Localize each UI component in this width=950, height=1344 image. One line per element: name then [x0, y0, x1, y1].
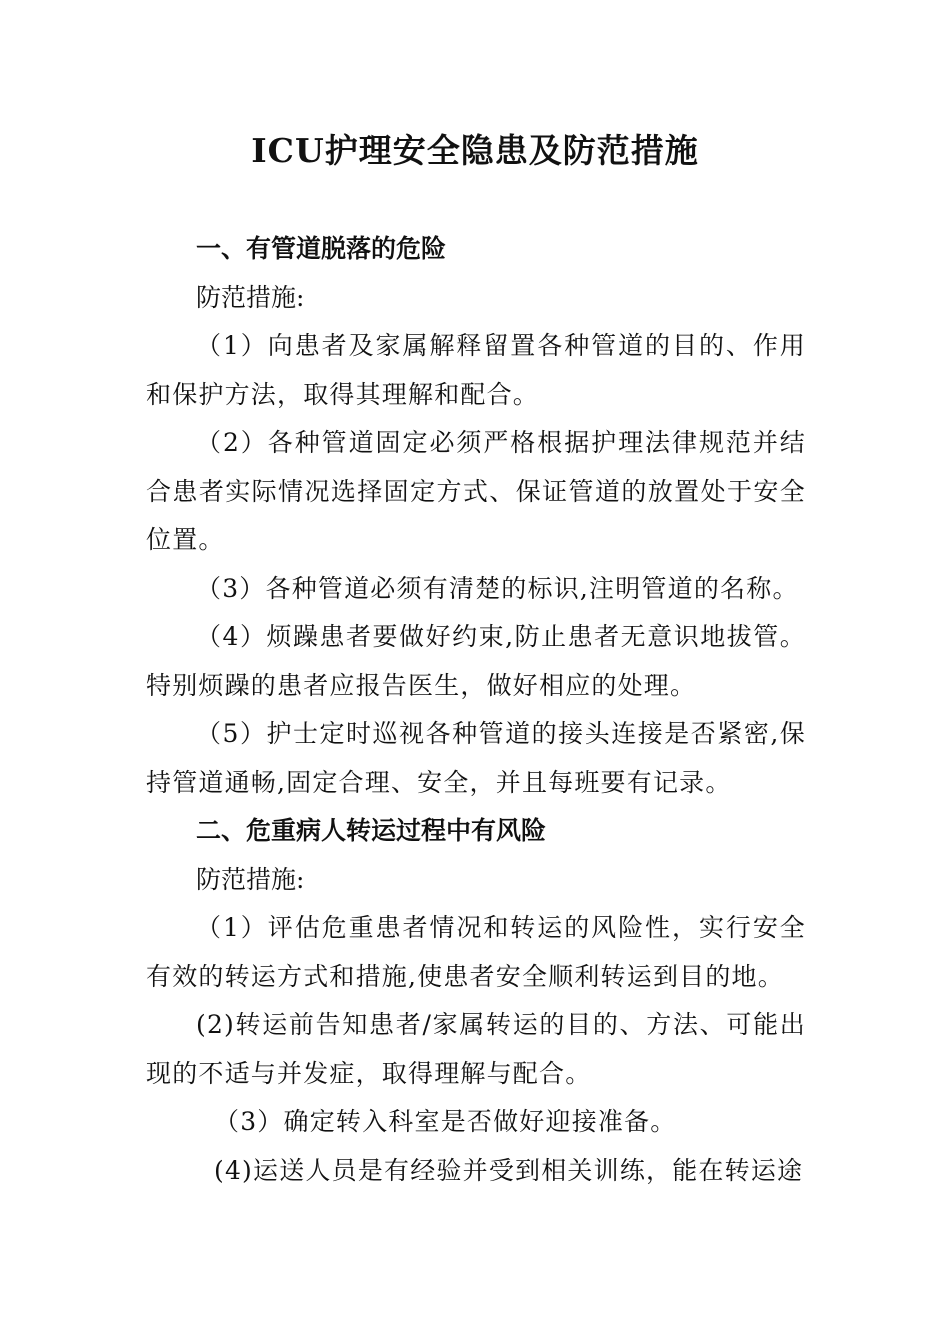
measures-label: 防范措施:	[196, 282, 305, 312]
measure-item: （4）烦躁患者要做好约束,防止患者无意识地拔管。特别烦躁的患者应报告医生，做好相应的处理。	[146, 622, 806, 700]
section-heading: 一、有管道脱落的危险	[196, 234, 447, 263]
measure-item: （3）确定转入科室是否做好迎接准备。	[214, 1107, 677, 1136]
measure-item: （3）各种管道必须有清楚的标识,注明管道的名称。	[196, 573, 799, 603]
section-heading: 二、危重病人转运过程中有风险	[196, 816, 547, 845]
measure-item: (2)转运前告知患者/家属转运的目的、方法、可能出现的不适与并发症，取得理解与配合。	[146, 1010, 806, 1088]
measure-item: （1）向患者及家属解释留置各种管道的目的、作用和保护方法，取得其理解和配合。	[146, 331, 806, 409]
document-body	[146, 225, 806, 1195]
measure-item: （1）评估危重患者情况和转运的风险性，实行安全有效的转运方式和措施,使患者安全顺利转运到目的地。	[146, 913, 806, 991]
measures-label: 防范措施:	[196, 864, 305, 894]
measure-item: （2）各种管道固定必须严格根据护理法律规范并结合患者实际情况选择固定方式、保证管道的放置处于安全位置。	[146, 428, 806, 554]
document-title: ICU护理安全隐患及防范措施	[251, 131, 699, 170]
measure-item: （5）护士定时巡视各种管道的接头连接是否紧密,保持管道通畅,固定合理、安全，并且每班要有记录。	[146, 719, 806, 797]
measure-item: (4)运送人员是有经验并受到相关训练，能在转运途	[214, 1155, 804, 1185]
